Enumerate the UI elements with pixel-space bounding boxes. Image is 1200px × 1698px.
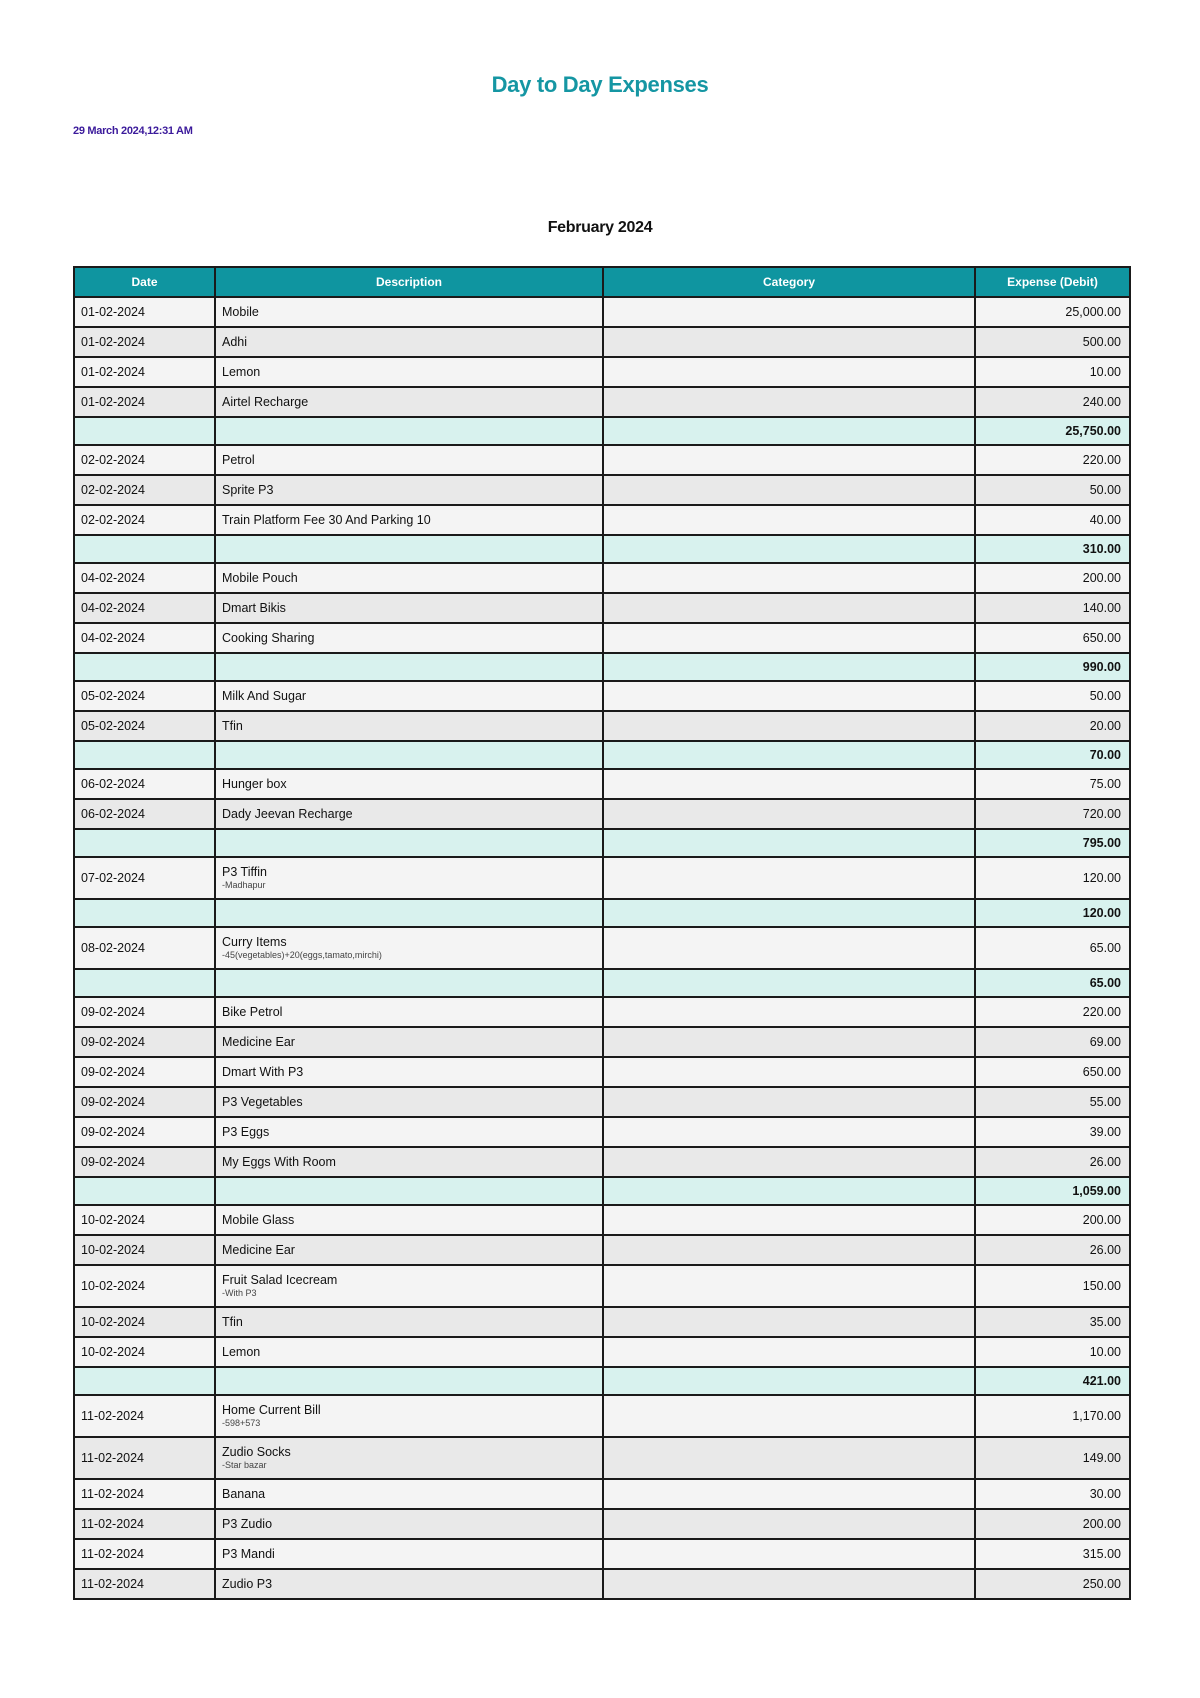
subtotal-empty-cell bbox=[603, 741, 975, 769]
description-text: Lemon bbox=[222, 364, 261, 379]
subtotal-amount: 1,059.00 bbox=[975, 1177, 1130, 1205]
description-text: Curry Items bbox=[222, 935, 287, 949]
column-header-description: Description bbox=[215, 267, 603, 297]
table-row bbox=[74, 1437, 1130, 1479]
subtotal-empty-cell bbox=[74, 829, 215, 857]
amount-cell: 40.00 bbox=[975, 505, 1130, 535]
report-timestamp: 29 March 2024,12:31 AM bbox=[73, 125, 193, 137]
subtotal-empty-cell bbox=[74, 417, 215, 445]
category-cell bbox=[603, 475, 975, 505]
description-note: -Madhapur bbox=[222, 880, 266, 890]
amount-cell: 200.00 bbox=[975, 1205, 1130, 1235]
date-cell: 10-02-2024 bbox=[74, 1235, 215, 1265]
category-cell bbox=[603, 857, 975, 899]
description-cell bbox=[215, 1265, 603, 1307]
description-text: Dady Jeevan Recharge bbox=[222, 806, 353, 821]
category-cell bbox=[603, 387, 975, 417]
amount-cell: 69.00 bbox=[975, 1027, 1130, 1057]
subtotal-empty-cell bbox=[215, 741, 603, 769]
description-text: Banana bbox=[222, 1486, 266, 1501]
description-note: -598+573 bbox=[222, 1418, 261, 1428]
category-cell bbox=[603, 799, 975, 829]
category-cell bbox=[603, 623, 975, 653]
table-row bbox=[74, 681, 1130, 711]
amount-cell: 149.00 bbox=[975, 1437, 1130, 1479]
subtotal-empty-cell bbox=[74, 899, 215, 927]
subtotal-empty-cell bbox=[74, 1367, 215, 1395]
description-cell bbox=[215, 1337, 603, 1367]
date-cell: 02-02-2024 bbox=[74, 505, 215, 535]
date-cell: 05-02-2024 bbox=[74, 681, 215, 711]
date-cell: 10-02-2024 bbox=[74, 1307, 215, 1337]
subtotal-empty-cell bbox=[215, 653, 603, 681]
date-cell: 02-02-2024 bbox=[74, 445, 215, 475]
table-row bbox=[74, 1205, 1130, 1235]
date-cell: 09-02-2024 bbox=[74, 997, 215, 1027]
subtotal-amount: 120.00 bbox=[975, 899, 1130, 927]
description-cell bbox=[215, 387, 603, 417]
date-cell: 01-02-2024 bbox=[74, 327, 215, 357]
amount-cell: 20.00 bbox=[975, 711, 1130, 741]
subtotal-amount: 25,750.00 bbox=[975, 417, 1130, 445]
description-text: Dmart With P3 bbox=[222, 1064, 304, 1079]
category-cell bbox=[603, 1205, 975, 1235]
subtotal-empty-cell bbox=[215, 969, 603, 997]
description-text: Hunger box bbox=[222, 776, 287, 791]
amount-cell: 50.00 bbox=[975, 681, 1130, 711]
description-cell bbox=[215, 1087, 603, 1117]
description-cell bbox=[215, 357, 603, 387]
table-row bbox=[74, 711, 1130, 741]
date-cell: 11-02-2024 bbox=[74, 1569, 215, 1599]
amount-cell: 39.00 bbox=[975, 1117, 1130, 1147]
table-row bbox=[74, 357, 1130, 387]
table-row bbox=[74, 327, 1130, 357]
amount-cell: 140.00 bbox=[975, 593, 1130, 623]
subtotal-empty-cell bbox=[74, 741, 215, 769]
description-text: Petrol bbox=[222, 452, 255, 467]
table-row bbox=[74, 1087, 1130, 1117]
table-row bbox=[74, 1117, 1130, 1147]
description-text: Mobile Glass bbox=[222, 1212, 295, 1227]
category-cell bbox=[603, 445, 975, 475]
description-text: P3 Vegetables bbox=[222, 1094, 303, 1109]
amount-cell: 50.00 bbox=[975, 475, 1130, 505]
subtotal-row bbox=[74, 1367, 1130, 1395]
subtotal-amount: 990.00 bbox=[975, 653, 1130, 681]
subtotal-empty-cell bbox=[74, 969, 215, 997]
table-row bbox=[74, 1337, 1130, 1367]
description-cell bbox=[215, 327, 603, 357]
table-row bbox=[74, 387, 1130, 417]
description-text: Dmart Bikis bbox=[222, 600, 286, 615]
column-header-expense: Expense (Debit) bbox=[975, 267, 1130, 297]
description-cell bbox=[215, 505, 603, 535]
table-row bbox=[74, 1057, 1130, 1087]
subtotal-row bbox=[74, 741, 1130, 769]
date-cell: 06-02-2024 bbox=[74, 799, 215, 829]
table-row bbox=[74, 563, 1130, 593]
subtotal-amount: 421.00 bbox=[975, 1367, 1130, 1395]
subtotal-empty-cell bbox=[603, 417, 975, 445]
category-cell bbox=[603, 711, 975, 741]
table-row bbox=[74, 769, 1130, 799]
subtotal-empty-cell bbox=[215, 417, 603, 445]
date-cell: 05-02-2024 bbox=[74, 711, 215, 741]
description-text: Tfin bbox=[222, 718, 243, 733]
description-text: Sprite P3 bbox=[222, 482, 274, 497]
subtotal-amount: 795.00 bbox=[975, 829, 1130, 857]
date-cell: 11-02-2024 bbox=[74, 1509, 215, 1539]
date-cell: 04-02-2024 bbox=[74, 593, 215, 623]
table-row bbox=[74, 1509, 1130, 1539]
category-cell bbox=[603, 1235, 975, 1265]
amount-cell: 10.00 bbox=[975, 357, 1130, 387]
description-cell bbox=[215, 997, 603, 1027]
description-text: Airtel Recharge bbox=[222, 394, 309, 409]
column-header-category: Category bbox=[603, 267, 975, 297]
date-cell: 01-02-2024 bbox=[74, 297, 215, 327]
amount-cell: 26.00 bbox=[975, 1147, 1130, 1177]
subtotal-amount: 310.00 bbox=[975, 535, 1130, 563]
description-text: My Eggs With Room bbox=[222, 1154, 336, 1169]
subtotal-empty-cell bbox=[603, 899, 975, 927]
date-cell: 10-02-2024 bbox=[74, 1265, 215, 1307]
description-text: Milk And Sugar bbox=[222, 688, 307, 703]
amount-cell: 240.00 bbox=[975, 387, 1130, 417]
date-cell: 09-02-2024 bbox=[74, 1147, 215, 1177]
amount-cell: 10.00 bbox=[975, 1337, 1130, 1367]
description-cell bbox=[215, 857, 603, 899]
category-cell bbox=[603, 1539, 975, 1569]
date-cell: 06-02-2024 bbox=[74, 769, 215, 799]
amount-cell: 650.00 bbox=[975, 1057, 1130, 1087]
subtotal-empty-cell bbox=[603, 829, 975, 857]
description-text: Lemon bbox=[222, 1344, 261, 1359]
subtotal-empty-cell bbox=[603, 1177, 975, 1205]
description-text: Medicine Ear bbox=[222, 1034, 295, 1049]
description-cell bbox=[215, 475, 603, 505]
table-row bbox=[74, 1395, 1130, 1437]
date-cell: 11-02-2024 bbox=[74, 1437, 215, 1479]
amount-cell: 650.00 bbox=[975, 623, 1130, 653]
table-row bbox=[74, 593, 1130, 623]
category-cell bbox=[603, 563, 975, 593]
category-cell bbox=[603, 997, 975, 1027]
subtotal-row bbox=[74, 1177, 1130, 1205]
description-text: Home Current Bill bbox=[222, 1403, 321, 1417]
category-cell bbox=[603, 1117, 975, 1147]
table-row bbox=[74, 1235, 1130, 1265]
amount-cell: 220.00 bbox=[975, 445, 1130, 475]
column-header-date: Date bbox=[74, 267, 215, 297]
amount-cell: 200.00 bbox=[975, 563, 1130, 593]
category-cell bbox=[603, 1147, 975, 1177]
subtotal-empty-cell bbox=[603, 535, 975, 563]
description-cell bbox=[215, 1147, 603, 1177]
table-row bbox=[74, 1539, 1130, 1569]
amount-cell: 55.00 bbox=[975, 1087, 1130, 1117]
category-cell bbox=[603, 505, 975, 535]
table-row bbox=[74, 623, 1130, 653]
description-text: Zudio P3 bbox=[222, 1576, 273, 1591]
description-cell bbox=[215, 1235, 603, 1265]
category-cell bbox=[603, 681, 975, 711]
month-heading: February 2024 bbox=[547, 219, 653, 236]
description-cell bbox=[215, 927, 603, 969]
category-cell bbox=[603, 297, 975, 327]
category-cell bbox=[603, 1307, 975, 1337]
description-cell bbox=[215, 1479, 603, 1509]
date-cell: 09-02-2024 bbox=[74, 1117, 215, 1147]
description-text: Fruit Salad Icecream bbox=[222, 1273, 338, 1287]
table-row bbox=[74, 445, 1130, 475]
description-cell bbox=[215, 711, 603, 741]
category-cell bbox=[603, 357, 975, 387]
table-row bbox=[74, 475, 1130, 505]
table-row bbox=[74, 1479, 1130, 1509]
table-header-row bbox=[74, 267, 1130, 297]
description-text: Bike Petrol bbox=[222, 1004, 283, 1019]
subtotal-empty-cell bbox=[215, 535, 603, 563]
description-cell bbox=[215, 1117, 603, 1147]
description-text: Mobile bbox=[222, 304, 259, 319]
subtotal-row bbox=[74, 417, 1130, 445]
date-cell: 11-02-2024 bbox=[74, 1395, 215, 1437]
description-text: P3 Eggs bbox=[222, 1124, 270, 1139]
category-cell bbox=[603, 1087, 975, 1117]
subtotal-row bbox=[74, 535, 1130, 563]
description-note: -Star bazar bbox=[222, 1460, 267, 1470]
table-body bbox=[74, 297, 1130, 1599]
subtotal-row bbox=[74, 969, 1130, 997]
description-cell bbox=[215, 799, 603, 829]
description-text: P3 Zudio bbox=[222, 1516, 273, 1531]
description-note: -With P3 bbox=[222, 1288, 257, 1298]
date-cell: 09-02-2024 bbox=[74, 1057, 215, 1087]
description-note: -45(vegetables)+20(eggs,tamato,mirchi) bbox=[222, 950, 382, 960]
date-cell: 08-02-2024 bbox=[74, 927, 215, 969]
date-cell: 09-02-2024 bbox=[74, 1087, 215, 1117]
description-text: Train Platform Fee 30 And Parking 10 bbox=[222, 512, 431, 527]
description-cell bbox=[215, 445, 603, 475]
subtotal-row bbox=[74, 829, 1130, 857]
description-cell bbox=[215, 681, 603, 711]
table-row bbox=[74, 1147, 1130, 1177]
category-cell bbox=[603, 1569, 975, 1599]
table-row bbox=[74, 799, 1130, 829]
description-cell bbox=[215, 563, 603, 593]
description-cell bbox=[215, 1509, 603, 1539]
description-text: Zudio Socks bbox=[222, 1445, 291, 1459]
table-row bbox=[74, 1027, 1130, 1057]
category-cell bbox=[603, 1057, 975, 1087]
date-cell: 04-02-2024 bbox=[74, 563, 215, 593]
date-cell: 02-02-2024 bbox=[74, 475, 215, 505]
expense-table bbox=[73, 266, 1131, 1600]
date-cell: 09-02-2024 bbox=[74, 1027, 215, 1057]
description-text: Medicine Ear bbox=[222, 1242, 295, 1257]
subtotal-empty-cell bbox=[74, 1177, 215, 1205]
table-row bbox=[74, 1569, 1130, 1599]
category-cell bbox=[603, 769, 975, 799]
subtotal-empty-cell bbox=[215, 1367, 603, 1395]
category-cell bbox=[603, 1509, 975, 1539]
amount-cell: 150.00 bbox=[975, 1265, 1130, 1307]
description-cell bbox=[215, 1027, 603, 1057]
description-cell bbox=[215, 1205, 603, 1235]
subtotal-empty-cell bbox=[74, 653, 215, 681]
category-cell bbox=[603, 1265, 975, 1307]
amount-cell: 75.00 bbox=[975, 769, 1130, 799]
description-text: Tfin bbox=[222, 1314, 243, 1329]
amount-cell: 200.00 bbox=[975, 1509, 1130, 1539]
date-cell: 10-02-2024 bbox=[74, 1337, 215, 1367]
report-title: Day to Day Expenses bbox=[491, 72, 709, 97]
table-row bbox=[74, 997, 1130, 1027]
amount-cell: 120.00 bbox=[975, 857, 1130, 899]
table-row bbox=[74, 927, 1130, 969]
date-cell: 07-02-2024 bbox=[74, 857, 215, 899]
description-text: P3 Tiffin bbox=[222, 865, 267, 879]
description-cell bbox=[215, 593, 603, 623]
subtotal-empty-cell bbox=[215, 899, 603, 927]
category-cell bbox=[603, 927, 975, 969]
category-cell bbox=[603, 327, 975, 357]
date-cell: 11-02-2024 bbox=[74, 1479, 215, 1509]
description-text: Adhi bbox=[222, 334, 248, 349]
amount-cell: 220.00 bbox=[975, 997, 1130, 1027]
subtotal-empty-cell bbox=[603, 1367, 975, 1395]
amount-cell: 30.00 bbox=[975, 1479, 1130, 1509]
subtotal-empty-cell bbox=[603, 969, 975, 997]
description-cell bbox=[215, 1437, 603, 1479]
amount-cell: 25,000.00 bbox=[975, 297, 1130, 327]
amount-cell: 315.00 bbox=[975, 1539, 1130, 1569]
description-text: Cooking Sharing bbox=[222, 630, 315, 645]
date-cell: 04-02-2024 bbox=[74, 623, 215, 653]
subtotal-empty-cell bbox=[215, 829, 603, 857]
table-row bbox=[74, 1265, 1130, 1307]
date-cell: 11-02-2024 bbox=[74, 1539, 215, 1569]
amount-cell: 720.00 bbox=[975, 799, 1130, 829]
description-cell bbox=[215, 1395, 603, 1437]
category-cell bbox=[603, 1437, 975, 1479]
amount-cell: 26.00 bbox=[975, 1235, 1130, 1265]
description-text: P3 Mandi bbox=[222, 1546, 275, 1561]
subtotal-empty-cell bbox=[74, 535, 215, 563]
date-cell: 01-02-2024 bbox=[74, 387, 215, 417]
description-cell bbox=[215, 769, 603, 799]
amount-cell: 35.00 bbox=[975, 1307, 1130, 1337]
subtotal-empty-cell bbox=[215, 1177, 603, 1205]
subtotal-amount: 70.00 bbox=[975, 741, 1130, 769]
description-cell bbox=[215, 623, 603, 653]
amount-cell: 250.00 bbox=[975, 1569, 1130, 1599]
category-cell bbox=[603, 1395, 975, 1437]
amount-cell: 500.00 bbox=[975, 327, 1130, 357]
date-cell: 10-02-2024 bbox=[74, 1205, 215, 1235]
category-cell bbox=[603, 593, 975, 623]
subtotal-empty-cell bbox=[603, 653, 975, 681]
subtotal-amount: 65.00 bbox=[975, 969, 1130, 997]
amount-cell: 65.00 bbox=[975, 927, 1130, 969]
description-cell bbox=[215, 1539, 603, 1569]
description-cell bbox=[215, 1569, 603, 1599]
category-cell bbox=[603, 1027, 975, 1057]
description-cell bbox=[215, 1057, 603, 1087]
table-row bbox=[74, 505, 1130, 535]
description-cell bbox=[215, 297, 603, 327]
category-cell bbox=[603, 1337, 975, 1367]
table-row bbox=[74, 1307, 1130, 1337]
description-text: Mobile Pouch bbox=[222, 570, 298, 585]
table-row bbox=[74, 857, 1130, 899]
table-row bbox=[74, 297, 1130, 327]
amount-cell: 1,170.00 bbox=[975, 1395, 1130, 1437]
subtotal-row bbox=[74, 653, 1130, 681]
description-cell bbox=[215, 1307, 603, 1337]
date-cell: 01-02-2024 bbox=[74, 357, 215, 387]
subtotal-row bbox=[74, 899, 1130, 927]
category-cell bbox=[603, 1479, 975, 1509]
